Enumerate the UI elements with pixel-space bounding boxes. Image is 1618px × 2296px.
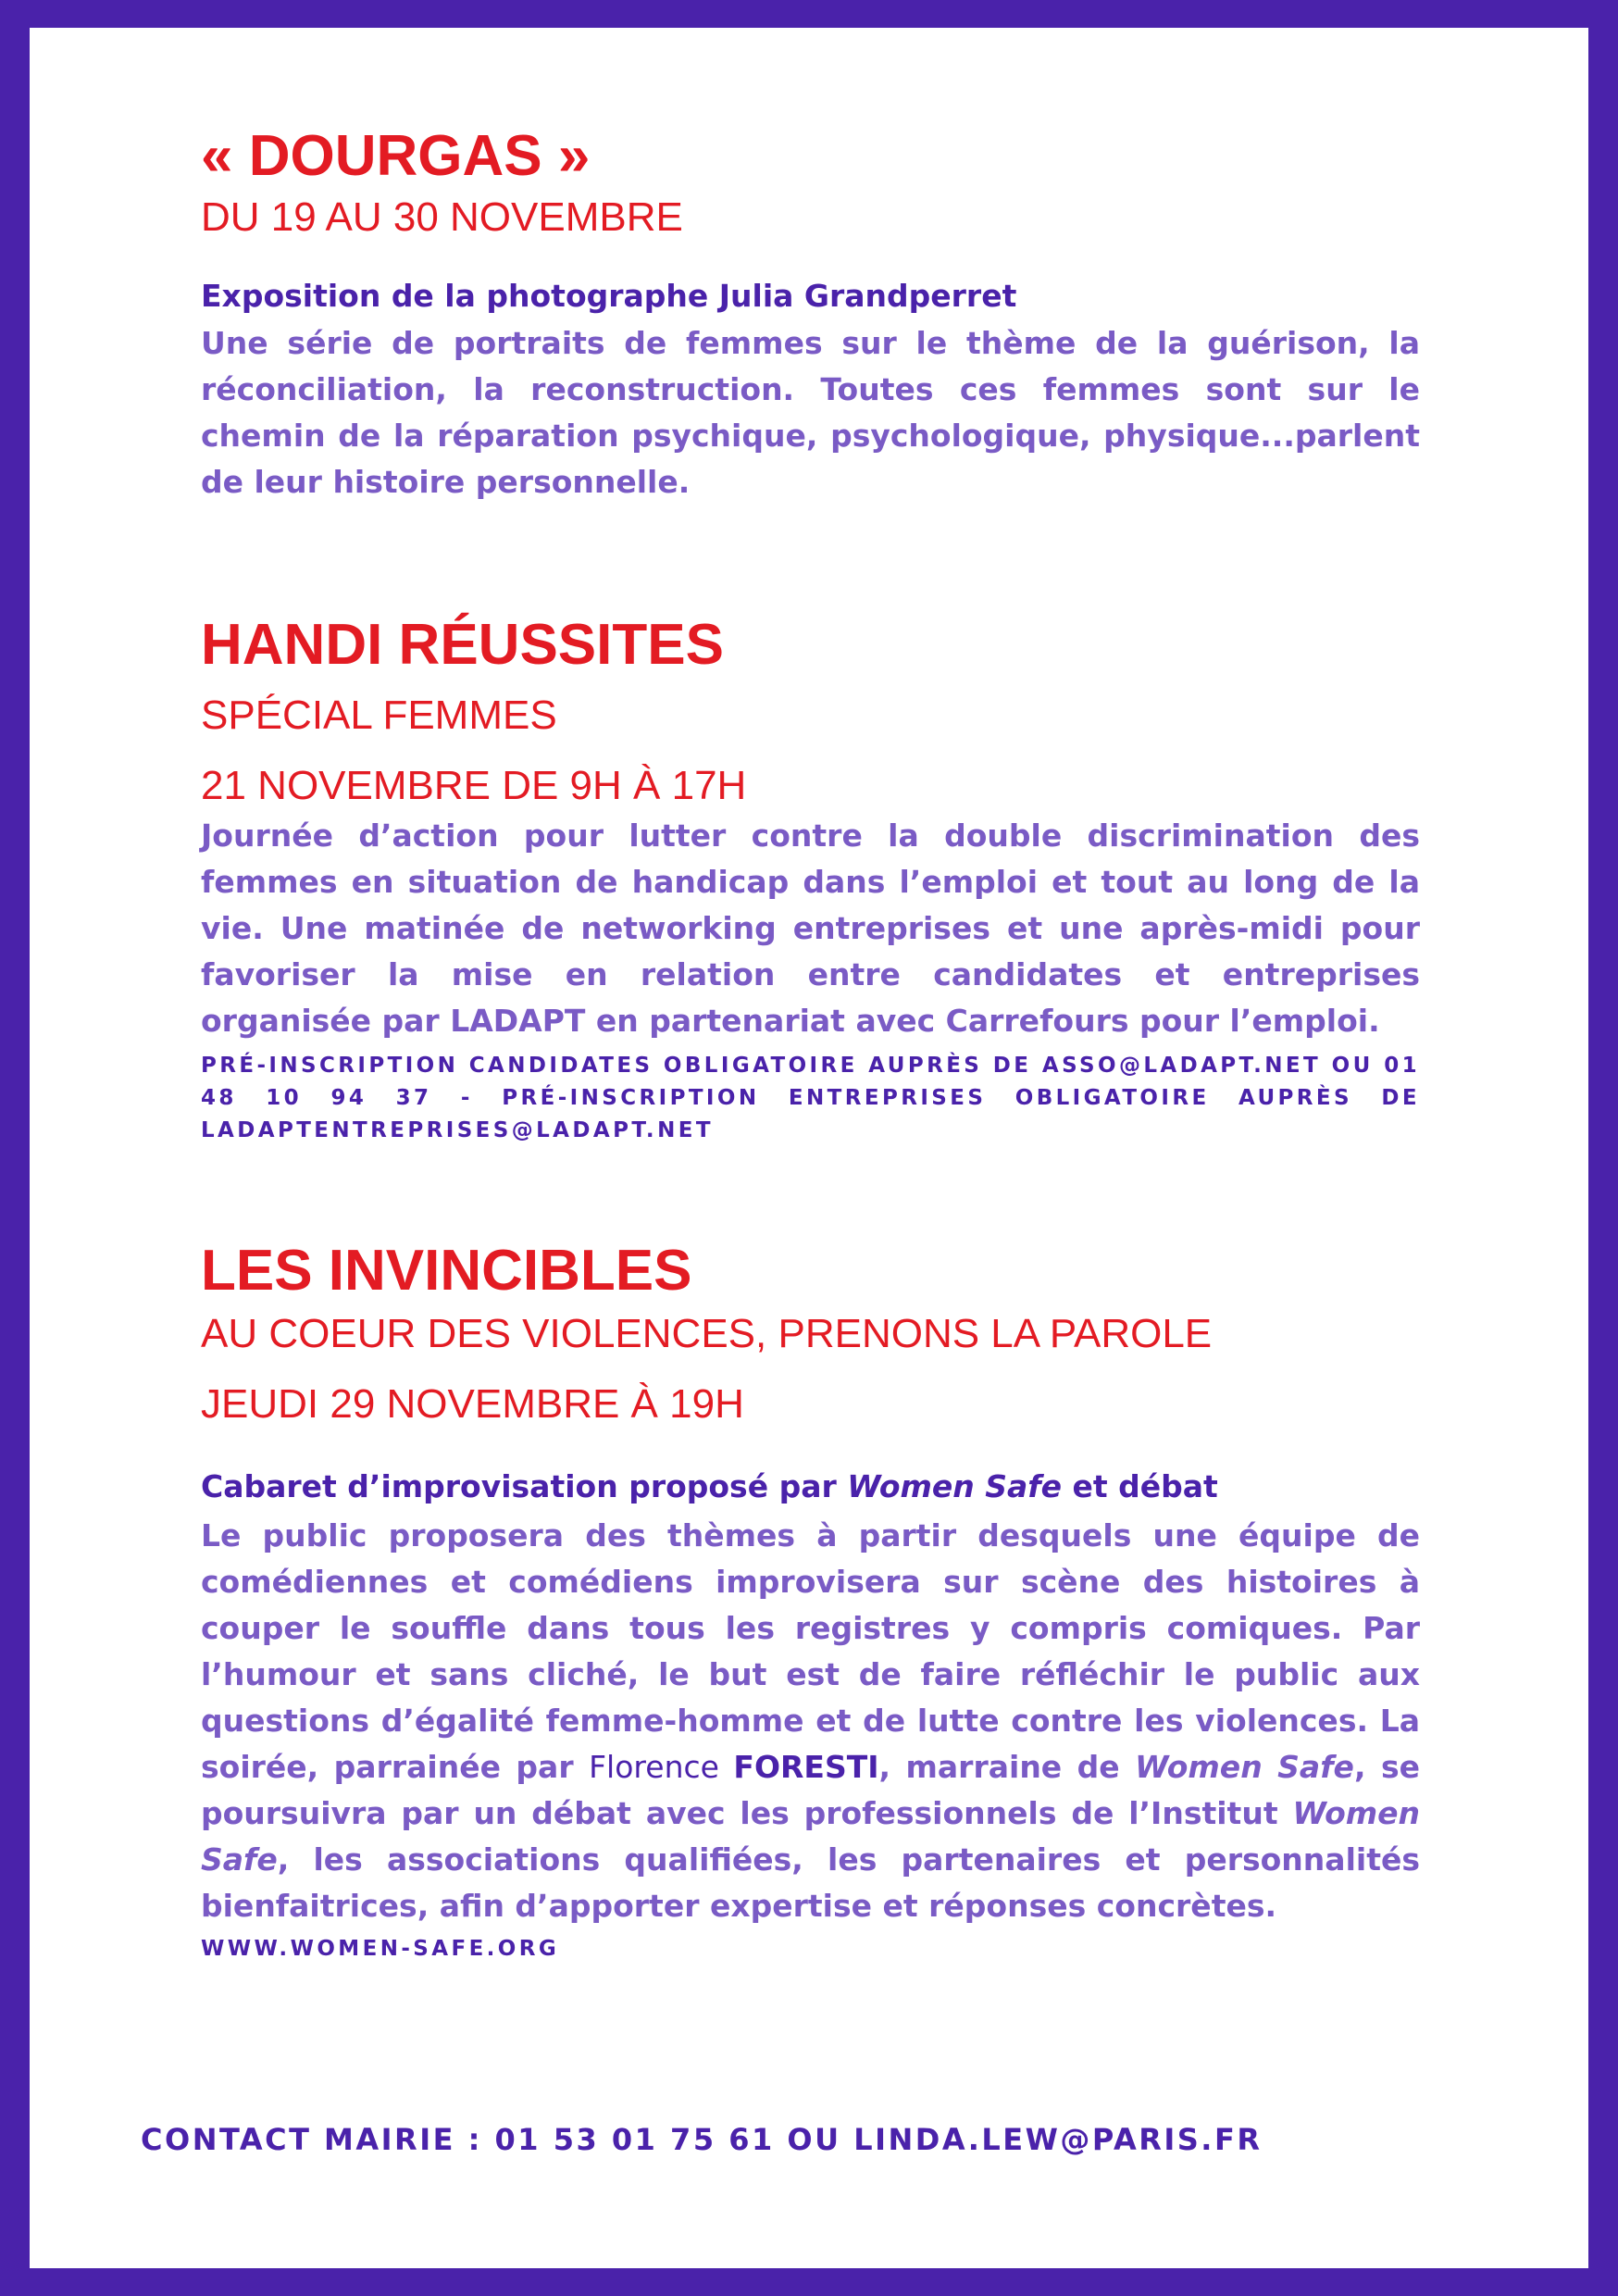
lead-text: Cabaret d’improvisation proposé par (201, 1468, 848, 1504)
flyer-page (30, 28, 1588, 2268)
section-dates: 21 NOVEMBRE DE 9H À 17H (201, 763, 747, 808)
section-title: HANDI RÉUSSITES (201, 613, 724, 677)
section-dates: JEUDI 29 NOVEMBRE À 19H (201, 1381, 744, 1427)
body-text: , les associations qualifiées, les partenaires et personnalités bienfaitrices, afin d’apporter expertise et réponses concrètes. (201, 1841, 1420, 1924)
sponsor-last-name: FORESTI (733, 1749, 879, 1785)
sponsor-first-name: Florence (589, 1749, 734, 1785)
section-dates: DU 19 AU 30 NOVEMBRE (201, 194, 683, 240)
section-lead (201, 1466, 1420, 1507)
contact-info: CONTACT MAIRIE : 01 53 01 75 61 OU LINDA.LEW@PARIS.FR (141, 2122, 1263, 2157)
section-title: « DOURGAS » (201, 124, 591, 188)
section-body: Une série de portraits de femmes sur le thème de la guérison, la réconciliation, la reconstruction. Toutes ces femmes sont sur le chemin de la réparation psychique, psychologique, physique...parlent de leur histoire personnelle. (201, 325, 1420, 500)
registration-note: PRÉ-INSCRIPTION CANDIDATES OBLIGATOIRE AUPRÈS DE ASSO@LADAPT.NET OU 01 48 10 94 37 - PRÉ-INSCRIPTION ENTREPRISES OBLIGATOIRE AUPRÈS DE LADAPTENTREPRISES@LADAPT.NET (201, 1054, 1420, 1142)
section-title: LES INVINCIBLES (201, 1239, 692, 1303)
body-text: , marraine de (878, 1749, 1136, 1785)
section-handi-reussites (201, 613, 1420, 1147)
section-subtitle: SPÉCIAL FEMMES (201, 693, 557, 738)
body-text: Le public proposera des thèmes à partir desquels une équipe de comédiennes et comédiens improvisera sur scène des histoires à couper le souffle dans tous les registres y compris comiques. Par l’humour et sans cliché, le but est de faire réfléchir le public aux questions d’égalité femme-homme et de lutte contre les violences. La soirée, parrainée par (201, 1517, 1420, 1785)
section-dourgas (201, 124, 1420, 505)
section-body (201, 1513, 1420, 1929)
body-text: , se poursuivra par un débat avec les professionnels de l’Institut (201, 1749, 1420, 1831)
section-lead: Exposition de la photographe Julia Grandperret (201, 278, 1017, 314)
lead-text-end: et débat (1062, 1468, 1218, 1504)
website-link[interactable]: WWW.WOMEN-SAFE.ORG (201, 1937, 560, 1961)
section-body: Journée d’action pour lutter contre la double discrimination des femmes en situation de handicap dans l’emploi et tout au long de la vie. Une matinée de networking entreprises et une après-midi pour favoriser la mise en relation entre candidates et entreprises organisée par LADAPT en partenariat avec Carrefours pour l’emploi. (201, 817, 1420, 1039)
section-subtitle: AU COEUR DES VIOLENCES, PRENONS LA PAROLE (201, 1311, 1213, 1356)
section-les-invincibles (201, 1239, 1420, 1965)
lead-organization: Women Safe (847, 1468, 1063, 1504)
organization-name: Women Safe (201, 1795, 1420, 1878)
organization-name: Women Safe (1135, 1749, 1354, 1785)
